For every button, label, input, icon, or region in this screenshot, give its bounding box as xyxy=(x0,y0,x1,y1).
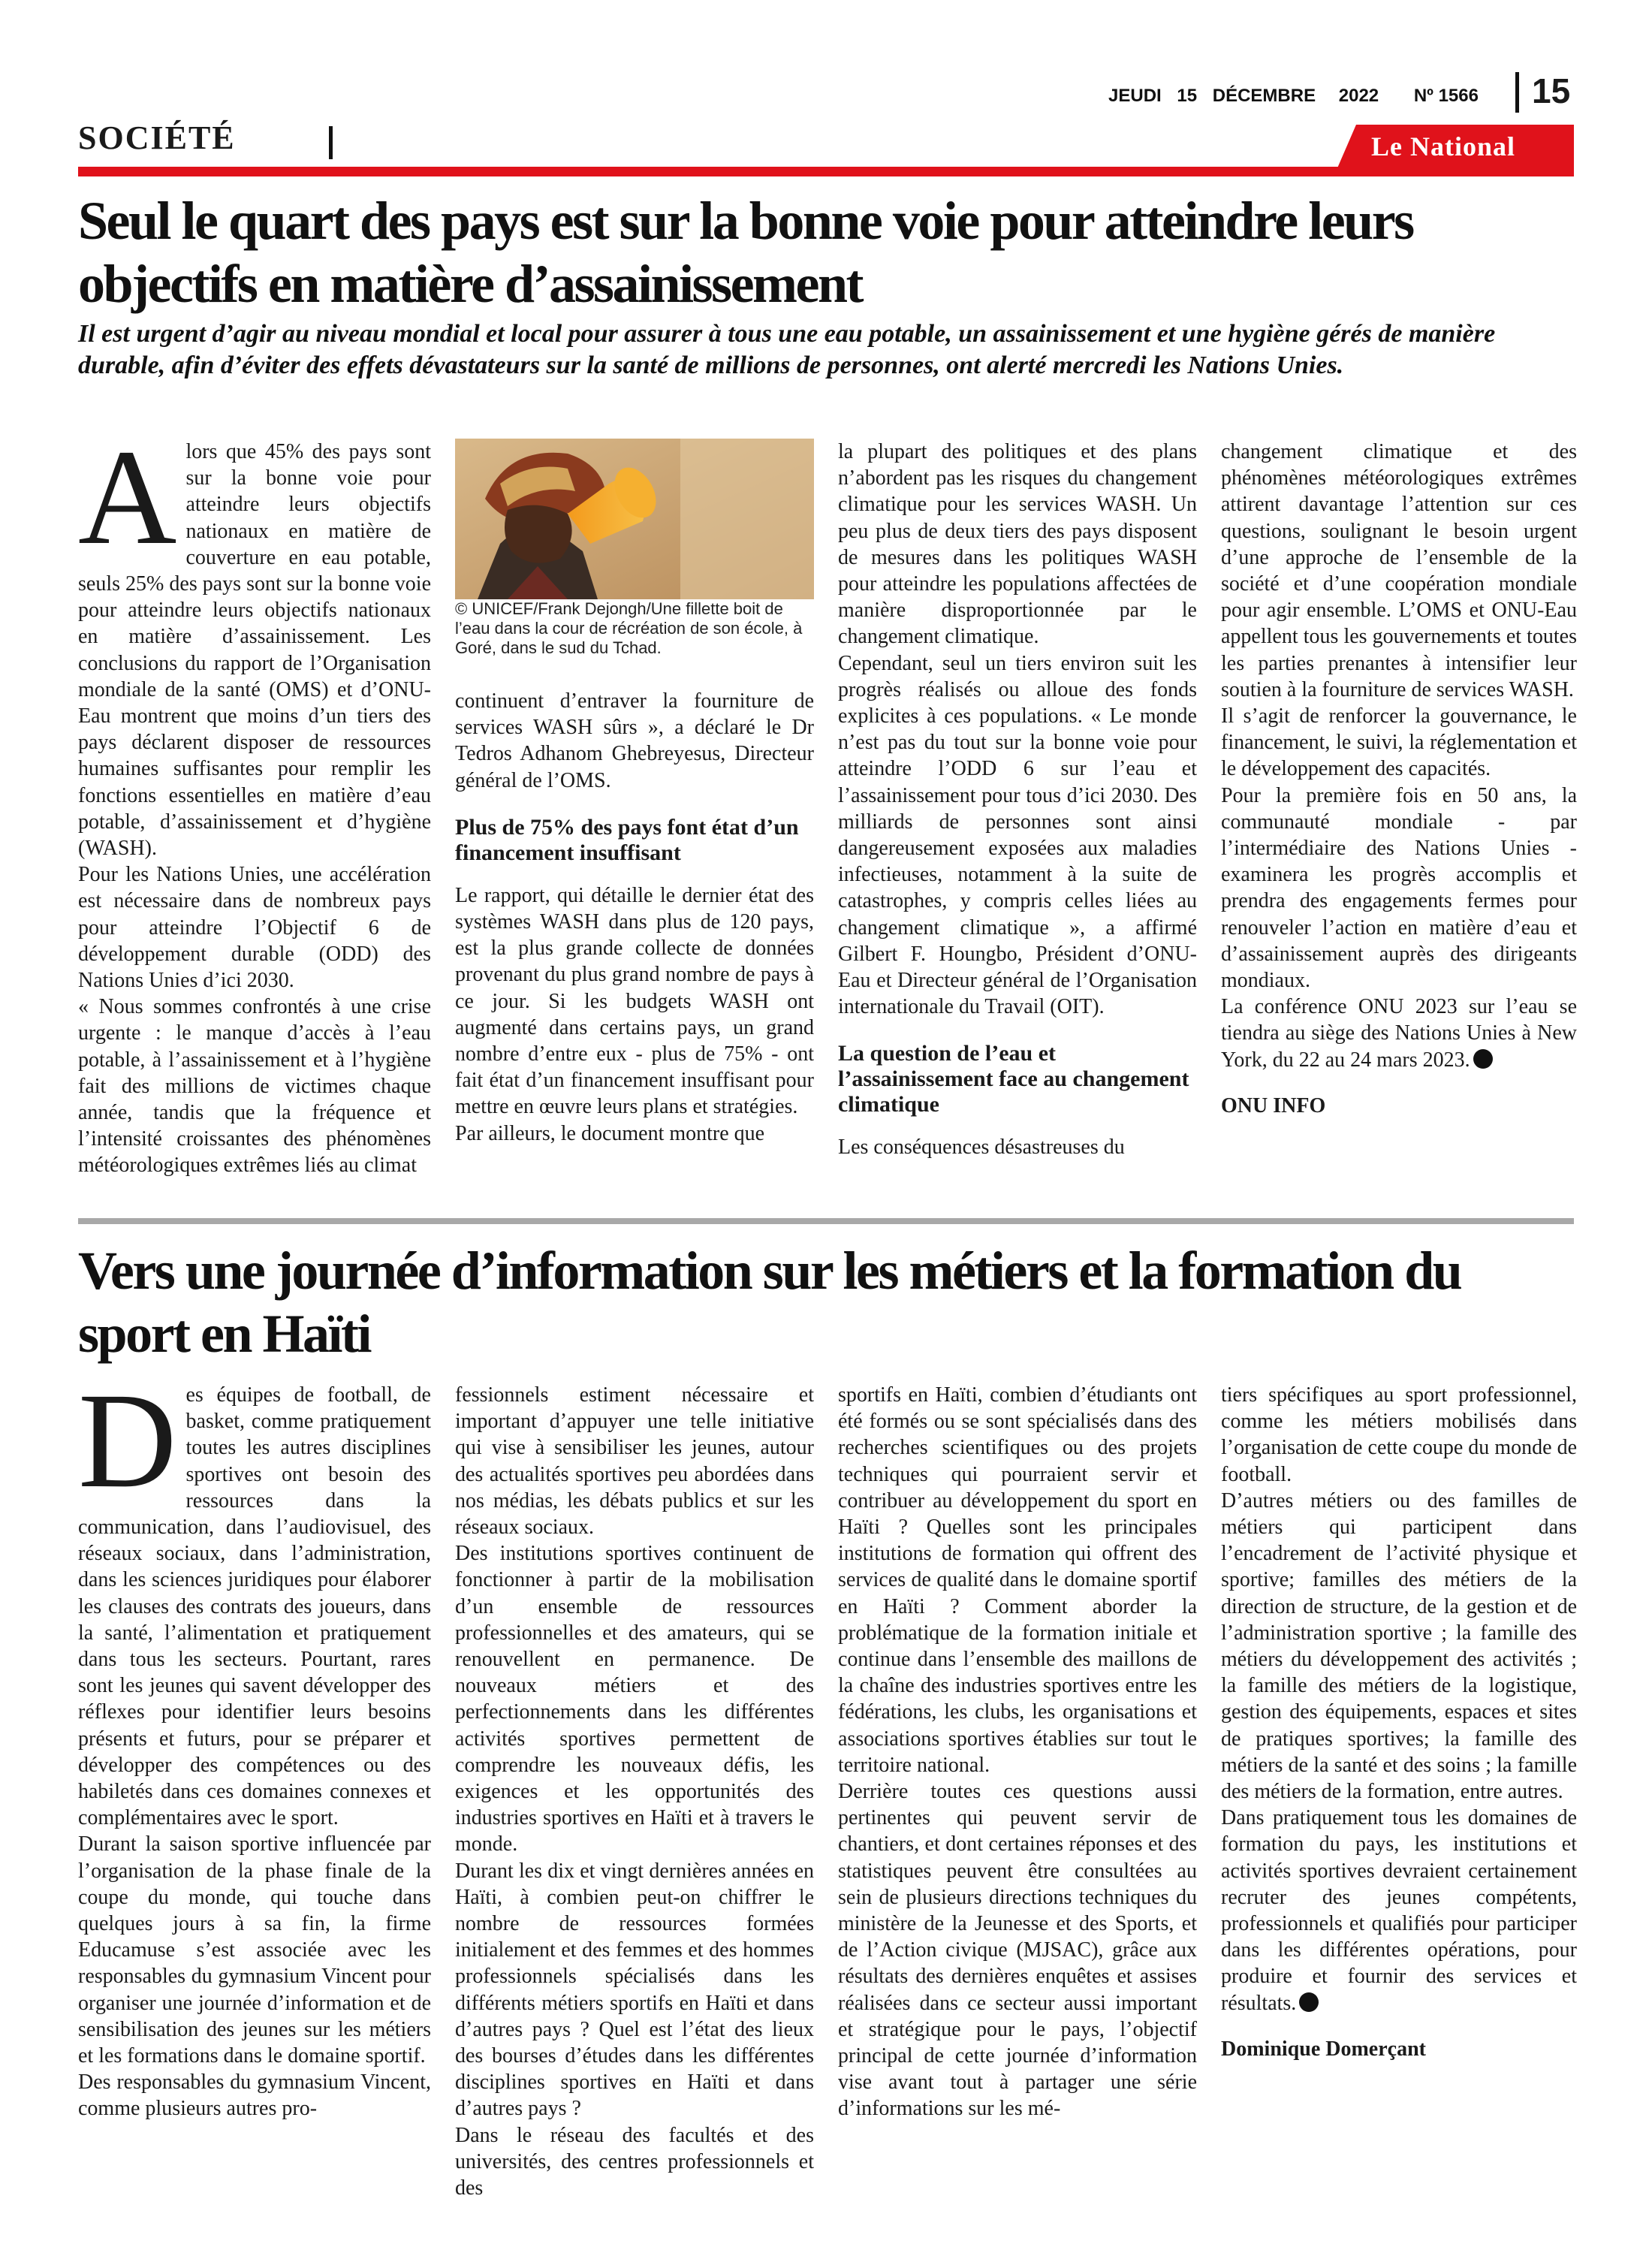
date-month: DÉCEMBRE xyxy=(1212,86,1316,106)
article-2-paragraph: Dans pratiquement tous les domaines de formation du pays, les institutions et activités sportives devraient certainement recruter des jeunes compétents, professionnels et qualifiés pour participer dans les différentes opérations, pour produire et fournir des services et résultats. xyxy=(1221,1806,1577,2015)
article-2-byline: Dominique Domerçant xyxy=(1221,2037,1426,2061)
article-2-column-4 xyxy=(1221,1382,1577,2062)
dropcap: A xyxy=(78,422,177,573)
date-day: JEUDI xyxy=(1108,86,1162,106)
photo-caption: © UNICEF/Frank Dejongh/Une fillette boit de l’eau dans la cour de récréation de son école, à Goré, dans le sud du Tchad. xyxy=(455,599,803,657)
article-1-subhead: Plus de 75% des pays font état d’un financement insuffisant xyxy=(455,814,799,865)
article-2-headline: Vers une journée d’information sur les métiers et la formation du sport en Haïti xyxy=(78,1241,1461,1364)
article-divider xyxy=(78,1218,1574,1224)
dropcap: D xyxy=(78,1365,177,1516)
article-1-paragraph: « Nous sommes confrontés à une crise urgente : le manque d’accès à l’eau potable, à l’assainissement et à l’hygiène fait des millions de victimes chaque année, tandis que la fréquence et l’intensité croissantes des phénomènes météorologiques extrêmes liés au climat xyxy=(78,995,431,1178)
article-1-paragraph: Pour la première fois en 50 ans, la communauté mondiale - par l’intermédiaire des Nations Unies - examinera les progrès accomplis et prendra des engagements fermes pour renouveler l’action en matière d’eau et d’assainissement auprès des dirigeants mondiaux. xyxy=(1221,783,1577,993)
article-1-paragraph: Les conséquences désastreuses du xyxy=(838,1136,1125,1160)
article-1-paragraph: Il s’agit de renforcer la gouvernance, le financement, le suivi, la réglementation et le développement des capacités. xyxy=(1221,704,1577,781)
article-2-paragraph: Derrière toutes ces questions aussi pertinentes qui peuvent servir de chantiers, et dont certaines réponses et des statistiques peuvent être consultées au sein de plusieurs directions techniques du ministère de la Jeunesse et des Sports, et de l’Action civique (MJSAC), grâce aux résultats des dernières enquêtes et assises réalisées dans ce secteur aussi important et stratégique pour le pays, l’objectif principal de cette journée d’information vise avant tout à partager une série d’informations sur les mé- xyxy=(838,1780,1197,2121)
article-1-paragraph: Cependant, seul un tiers environ suit les progrès réalisés ou alloue des fonds explicites à ces populations. « Le monde n’est pas du tout sur la bonne voie pour atteindre l’ODD 6 sur l’eau et l’assainissement pour tous d’ici 2030. Des milliards de personnes sont ainsi dangereusement exposées aux maladies infectieuses, notamment à la suite de catastrophes, y compris celles liées au changement climatique », a affirmé Gilbert F. Houngbo, Président d’ONU-Eau et Directeur général de l’Organisation internationale du Travail (OIT). xyxy=(838,651,1197,1019)
date-number: 15 xyxy=(1177,86,1198,106)
article-2-column-1 xyxy=(78,1365,431,2122)
article-1-paragraph: Le rapport, qui détaille le dernier état des systèmes WASH dans plus de 120 pays, est la plus grande collecte de données provenant du plus grand nombre de pays à ce jour. Si les budgets WASH ont augmenté dans certains pays, un grand nombre d’entre eux - plus de 75% - ont fait état d’un financement insuffisant pour mettre en œuvre leurs plans et stratégies. xyxy=(455,883,814,1119)
article-1-headline: Seul le quart des pays est sur la bonne voie pour atteindre leurs objectifs en matière d’assainissement xyxy=(78,191,1413,314)
article-1-paragraph: la plupart des politiques et des plans n’abordent pas les risques du changement climatique pour les services WASH. Un peu plus de deux tiers des pays disposent de mesures dans les politiques WASH pour atteindre les populations affectées de manière disproportionnée par le changement climatique. xyxy=(838,440,1197,649)
article-1-paragraph: Pour les Nations Unies, une accélération est nécessaire dans de nombreux pays pour atteindre l’Objectif 6 de développement durable (ODD) des Nations Unies d’ici 2030. xyxy=(78,863,431,993)
section-label: SOCIÉTÉ xyxy=(78,119,236,156)
date-year: 2022 xyxy=(1338,86,1379,106)
article-1-paragraph: La conférence ONU 2023 sur l’eau se tiendra au siège des Nations Unies à New York, du 22 au 24 mars 2023. xyxy=(1221,995,1577,1072)
article-1-column-4 xyxy=(1221,439,1577,1119)
end-mark-icon xyxy=(1299,1992,1319,2012)
article-2-paragraph: sportifs en Haïti, combien d’étudiants ont été formés ou se sont spécialisés dans des recherches scientifiques ou des projets techniques qui pourraient servir et contribuer au développement du sport en Haïti ? Quelles sont les principales institutions de formation qui offrent des services de qualité dans le domaine sportif en Haïti ? Comment aborder la problématique de la formation initiale et continue dans l’ensemble des maillons de la chaîne des industries sportives entre les fédérations, les clubs, les organisations et associations sportives établies sur tout le territoire national. xyxy=(838,1383,1197,1777)
article-1-photo xyxy=(455,439,814,599)
article-1-paragraph: Par ailleurs, le document montre que xyxy=(455,1121,765,1145)
article-1-byline: ONU INFO xyxy=(1221,1093,1326,1117)
article-1-column-3 xyxy=(838,439,1197,1161)
issue-number: Nº 1566 xyxy=(1413,86,1479,106)
page-number: 15 xyxy=(1532,71,1571,110)
article-1-column-1 xyxy=(78,422,431,1179)
article-1-paragraph: Alors que 45% des pays sont sur la bonne voie pour atteindre leurs objectifs nationaux en matière de couverture en eau potable, seuls 25% des pays sont sur la bonne voie pour atteindre leurs objectifs nationaux en matière d’assainissement. Les conclusions du rapport de l’Organisation mondiale de la santé (OMS) et d’ONU-Eau montrent que moins d’un tiers des pays déclarent disposer de ressources humaines suffisantes pour remplir les fonctions essentielles en matière d’eau potable, d’assainissement et d’hygiène (WASH). xyxy=(78,422,431,861)
article-2-paragraph: Des responsables du gymnasium Vincent, comme plusieurs autres pro- xyxy=(78,2071,431,2121)
article-2-paragraph: Durant les dix et vingt dernières années en Haïti, à combien peut-on chiffrer le nombre de ressources formées initialement et des femmes et des hommes professionnels spécialisés dans les différents métiers sportifs en Haïti et dans d’autres pays ? Quel est l’état des lieux des bourses d’études dans les différentes disciplines sportives en Haïti et dans d’autres pays ? xyxy=(455,1859,814,2121)
girl-drinking-photo xyxy=(455,439,814,599)
article-1-deck: Il est urgent d’agir au niveau mondial et local pour assurer à tous une eau potable, un assainissement et une hygiène gérés de manière durable, afin d’éviter des effets dévastateurs sur la santé de millions de personnes, ont alerté mercredi les Nations Unies. xyxy=(78,320,1496,379)
article-1-subhead: La question de l’eau et l’assainissement face au changement climatique xyxy=(838,1041,1189,1117)
article-2-paragraph: D’autres métiers ou des familles de métiers qui participent dans l’encadrement de l’activité physique et sportive; familles des métiers de la direction de structure, de la gestion et de l’administration sportive ; la famille des métiers du développement des activités ; la famille des métiers de la logistique, gestion des équipements, espaces et sites de pratiques sportives; la famille des métiers de la santé et des soins ; la famille des métiers de la formation, entre autres. xyxy=(1221,1488,1577,1804)
page-number-divider xyxy=(1515,72,1519,113)
article-2-paragraph: Durant la saison sportive influencée par l’organisation de la phase finale de la coupe du monde, qui touche dans quelques jours à sa fin, la firme Educamuse s’est associée avec les responsables du gymnasium Vincent pour organiser une journée d’information et de sensibilisation des jeunes sur les métiers et les formations dans le domaine sportif. xyxy=(78,1832,431,2068)
article-2-paragraph: Des équipes de football, de basket, comme pratiquement toutes les autres disciplines sportives ont besoin des ressources dans la communication, dans l’audiovisuel, des réseaux sociaux, dans l’administration, dans les sciences juridiques pour élaborer les clauses des contrats des joueurs, dans la santé, l’alimentation et pratiquement dans tous les secteurs. Pourtant, rares sont les jeunes qui savent développer des réflexes pour identifier leurs besoins présents et futurs, pour se préparer et développer des compétences ou des habiletés dans ces domaines connexes et complémentaires avec le sport. xyxy=(78,1365,431,1830)
article-2-column-2 xyxy=(455,1382,814,2201)
article-2-paragraph: tiers spécifiques au sport professionnel, comme les métiers mobilisés dans l’organisation de cette coupe du monde de football. xyxy=(1221,1383,1577,1486)
article-1-column-2 xyxy=(455,688,814,1147)
article-2-paragraph: Dans le réseau des facultés et des universités, des centres professionnels et des xyxy=(455,2123,814,2200)
article-2-paragraph: Des institutions sportives continuent de fonctionner à partir de la mobilisation d’un ensemble de ressources professionnelles et des amateurs, qui se renouvellent en permanence. De nouveaux métiers et des perfectionnements dans les différentes activités sportives permettent de comprendre les nouveaux défis, les exigences et les opportunités des industries sportives en Haïti et à travers le monde. xyxy=(455,1542,814,1856)
end-mark-icon xyxy=(1473,1049,1493,1069)
date-line xyxy=(1108,86,1479,107)
article-1-paragraph: changement climatique et des phénomènes météorologiques extrêmes attirent davantage l’attention sur ces questions, soulignant le besoin urgent d’une approche de l’ensemble de la société et d’une coopération mondiale pour agir ensemble. L’OMS et ONU-Eau appellent tous les gouvernements et toutes les parties prenantes à intensifier leur soutien à la fourniture de services WASH. xyxy=(1221,440,1577,701)
article-1-paragraph: continuent d’entraver la fourniture de services WASH sûrs », a déclaré le Dr Tedros Adhanom Ghebreyesus, Directeur général de l’OMS. xyxy=(455,689,814,792)
section-divider xyxy=(329,126,333,159)
article-2-column-3 xyxy=(838,1382,1197,2122)
article-2-paragraph: fessionnels estiment nécessaire et important d’appuyer une telle initiative qui vise à sensibiliser les jeunes, autour des actualités sportives peu abordées dans nos médias, les débats publics et sur les réseaux sociaux. xyxy=(455,1383,814,1540)
brand-name: Le National xyxy=(1371,131,1516,161)
